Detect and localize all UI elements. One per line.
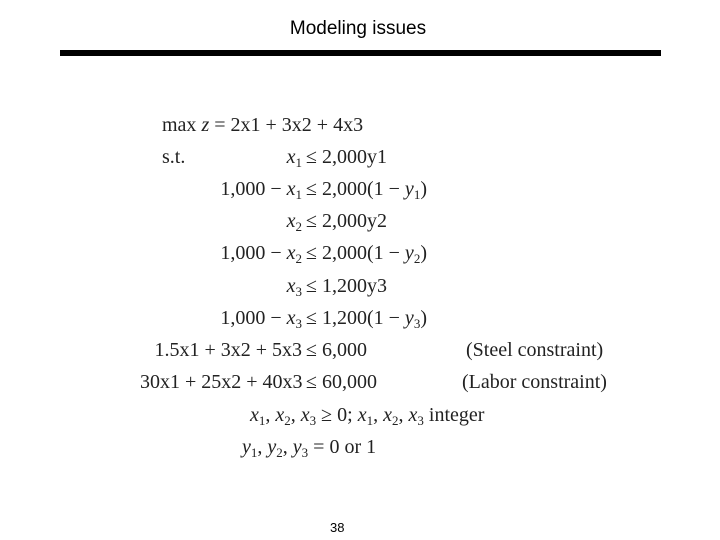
title-divider	[60, 50, 661, 56]
constraint-2-lhs: $1,000 - x_1$	[220, 178, 302, 202]
constraint-6-lhs: $1,000 - x_3$	[220, 307, 302, 331]
labor-constraint-rel: ≤ 60,000	[306, 371, 377, 393]
constraint-1-rel: ≤ 2,000y1	[306, 146, 387, 168]
constraint-3-lhs: $x_2$	[286, 210, 302, 234]
labor-constraint-lhs: 30x1 + 25x2 + 40x3	[140, 371, 303, 393]
constraint-5-lhs: $x_3$	[286, 275, 302, 299]
labor-constraint-note: (Labor constraint)	[462, 371, 607, 393]
steel-constraint-rel: ≤ 6,000	[306, 339, 367, 361]
st-label: s.t.	[162, 146, 186, 168]
integrality-constraint: $x_1$, $x_2$, $x_3 \ge 0$; $x_1$, $x_2$, $x_3$ integer	[250, 404, 485, 428]
constraint-3-rel: ≤ 2,000y2	[306, 210, 387, 232]
page-number: 38	[330, 520, 345, 535]
constraint-1-lhs: $x_1$	[286, 146, 302, 170]
constraint-5-rel: ≤ 1,200y3	[306, 275, 387, 297]
slide-title: Modeling issues	[289, 18, 427, 39]
constraint-2-rel: ≤ $2,000(1 - y_1)$	[306, 178, 427, 202]
steel-constraint-note: (Steel constraint)	[466, 339, 604, 361]
constraint-4-lhs: $1,000 - x_2$	[220, 242, 302, 266]
steel-constraint-lhs: 1.5x1 + 3x2 + 5x3	[154, 339, 302, 361]
constraint-4-rel: ≤ $2,000(1 - y_2)$	[306, 242, 427, 266]
binary-constraint: $y_1$, $y_2$, $y_3 = 0$ or 1	[242, 436, 377, 460]
objective: max z = 2x1 + 3x2 + 4x3	[162, 114, 364, 136]
constraint-6-rel: ≤ $1,200(1 - y_3)$	[306, 307, 427, 331]
